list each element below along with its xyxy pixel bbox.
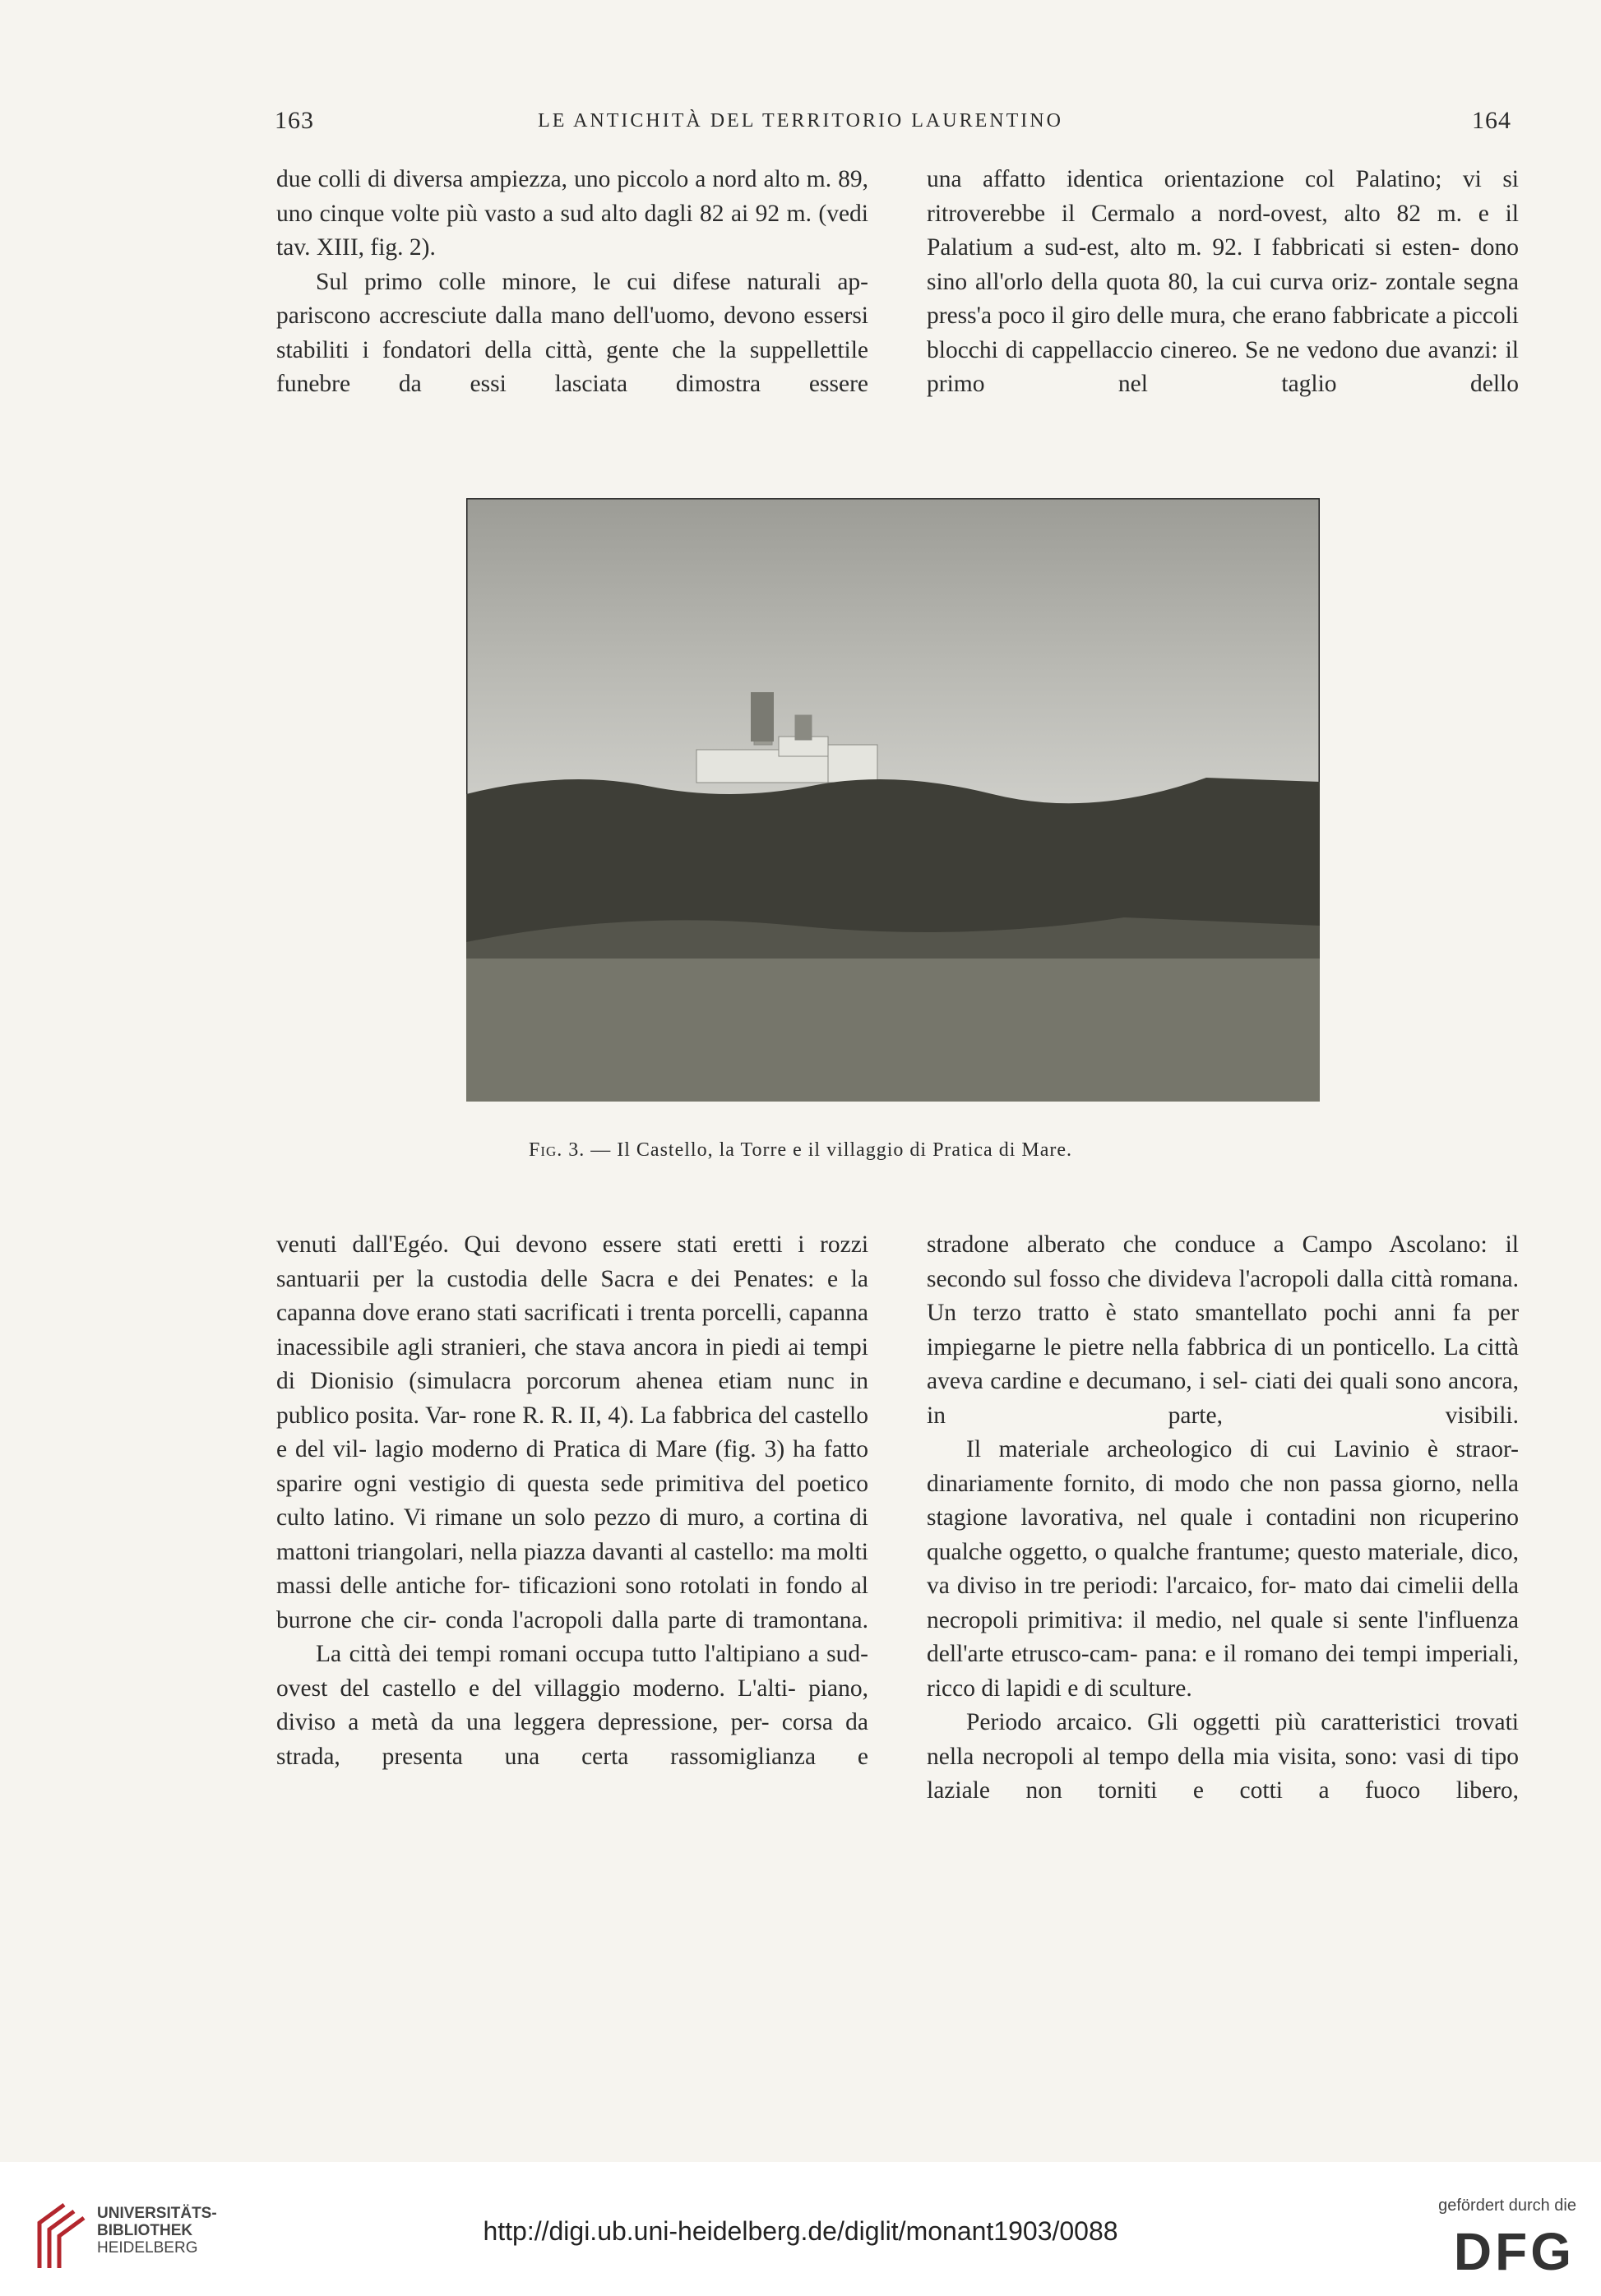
paragraph: venuti dall'Egéo. Qui devono essere stati eretti i rozzi santuarii per la custodia delle Sacra e dei Penates: e la capanna dove erano stati sacrificati i trenta porcelli, capanna inacessibile agli stranieri, che stava ancora in piedi ai tempi di Dionisio (simulacra porcorum ahenea etiam nunc in publico posita. Var- rone R. R. II, 4). La fabbrica del castello e del vil- lagio moderno di Pratica di Mare (fig. 3) ha fatto sparire ogni vestigio di questa sede primitiva del poetico culto latino. Vi rimane un solo pezzo di muro, a cortina di mattoni triangolari, nella piazza davanti al castello: ma molti massi delle antiche for- tificazioni sono rotolati in fondo al burrone che cir- conda l'acropoli dalla parte di tramontana. <box>276 1231 869 1633</box>
castle-buildings <box>696 712 877 783</box>
figure-caption-text: — Il Castello, la Torre e il villaggio di Pratica di Mare. <box>585 1139 1073 1161</box>
running-title: LE ANTICHITÀ DEL TERRITORIO LAURENTINO <box>538 110 1063 132</box>
text-column-bottom-left <box>276 1228 868 1774</box>
paragraph: Il materiale archeologico di cui Lavinio è straor- dinariamente fornito, di modo che non passa giorno, nella stagione lavorativa, nel quale i contadini non ricuperino qualche oggetto, o qualche frantume; questo materiale, dico, va diviso in tre periodi: l'arcaico, for- mato dai cimelii della necropoli primitiva: il medio, nel quale si sente l'influenza dell'arte etrusco-cam- pana: e il romano dei tempi imperiali, ricco di lapidi e di sculture. <box>927 1436 1520 1702</box>
text-column-bottom-right <box>927 1228 1519 1809</box>
figure-caption <box>0 1139 1601 1162</box>
foreground-meadow <box>466 959 1320 1102</box>
paragraph: Periodo arcaico. Gli oggetti più caratteristici trovati nella necropoli al tempo della mia visita, sono: vasi di tipo laziale non torniti e cotti a fuoco libero, <box>927 1709 1519 1804</box>
paragraph: La città dei tempi romani occupa tutto l'altipiano a sud-ovest del castello e del villaggio moderno. L'alti- piano, diviso a metà da una leggera depressione, per- corsa da strada, presenta una certa rassomiglianza e <box>276 1641 869 1770</box>
paragraph: Sul primo colle minore, le cui difese naturali ap- pariscono accresciute dalla mano dell'uomo, devono essersi stabiliti i fondatori della città, gente che la suppellettile funebre da essi lasciata dimostra essere <box>276 268 869 397</box>
hill-silhouette <box>466 778 1320 942</box>
tower <box>751 692 774 741</box>
permalink[interactable]: http://digi.ub.uni-heidelberg.de/diglit/monant1903/0088 <box>483 2216 1118 2246</box>
page-number-left: 163 <box>275 107 314 134</box>
paragraph: stradone alberato che conduce a Campo Ascolano: il secondo sul fosso che divideva l'acropoli dalla città romana. Un terzo tratto è stato smantellato pochi anni fa per impiegarne le pietre nella fabbrica di un ponticello. La città aveva cardine e decumano, i sel- ciati dei quali sono ancora, in parte, visibili. <box>927 1231 1520 1429</box>
text-column-top-right <box>927 163 1519 402</box>
sponsor-note: gefördert durch die <box>1438 2197 1576 2215</box>
library-name: UNIVERSITÄTS- BIBLIOTHEK HEIDELBERG <box>97 2205 217 2257</box>
figure-label: Fig. 3. <box>528 1139 585 1161</box>
dfg-logo-icon: DFG <box>1453 2222 1575 2281</box>
paragraph: due colli di diversa ampiezza, uno piccolo a nord alto m. 89, uno cinque volte più vasto a sud alto dagli 82 ai 92 m. (vedi tav. XIII, fig. 2). <box>276 166 869 261</box>
figure-photograph <box>466 498 1320 1102</box>
viewer-footer <box>0 2162 1601 2296</box>
page-number-right: 164 <box>1472 107 1511 134</box>
paragraph: una affatto identica orientazione col Palatino; vi si ritroverebbe il Cermalo a nord-ovest, alto 82 m. e il Palatium a sud-est, alto m. 92. I fabbricati si esten- dono sino all'orlo della quota 80, la cui curva oriz- zontale segna press'a poco il giro delle mura, che erano fabbricate a piccoli blocchi di cappellaccio cinereo. Se ne vedono due avanzi: il primo nel taglio dello <box>927 166 1520 397</box>
text-column-top-left <box>276 163 868 402</box>
